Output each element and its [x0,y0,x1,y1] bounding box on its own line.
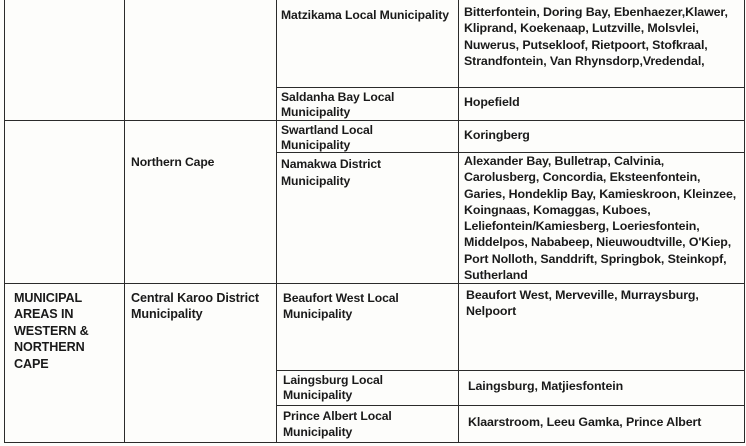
table-border-left [4,0,5,443]
row-divider [4,120,744,121]
district-cell: Central Karoo District Municipality [131,291,259,322]
municipality-cell: Laingsburg Local Municipality [283,373,383,402]
towns-cell: Koringberg [464,128,530,142]
row-divider [276,405,744,406]
towns-cell: Klaarstroom, Leeu Gamka, Prince Albert [468,415,702,429]
towns-cell: Beaufort West, Merveville, Murraysburg, Nelpoort [466,288,699,319]
table-border-bottom [4,442,744,443]
table-border-col2 [276,0,277,443]
municipality-cell: Prince Albert Local Municipality [283,409,392,439]
row-divider [276,370,744,371]
municipality-cell: Namakwa District Municipality [281,157,382,188]
area-heading-cell: MUNICIPAL AREAS IN WESTERN & NORTHERN CAPE [14,291,89,371]
municipality-cell: Matzikama Local Municipality [281,8,449,22]
municipality-cell: Swartland Local Municipality [281,123,373,152]
towns-cell: Hopefield [464,95,520,109]
municipality-cell: Beaufort West Local Municipality [283,291,399,322]
row-divider [276,87,744,88]
table-border-col3 [458,0,459,443]
towns-cell: Laingsburg, Matjiesfontein [468,379,624,393]
towns-cell: Alexander Bay, Bulletrap, Calvinia, Carolusberg, Concordia, Eksteenfontein, Garies, Hondeklip Bay, Kamieskroon, Kleinzee, Koingnaas, Komaggas, Kuboes, Leliefontein/Kamiesberg, Loeriesfontein, Middelpos, Nababeep, Nieuwoudtville, O'Kiep, Port Nolloth, Sanddrift, Springbok, Steinkopf, Sutherland [464,154,737,283]
table-border-col1 [124,0,125,443]
district-cell: Northern Cape [131,155,215,169]
towns-cell: Bitterfontein, Doring Bay, Ebenhaezer,Klawer, Kliprand, Koekenaap, Lutzville, Molsvlei, Nuwerus, Putsekloof, Rietpoort, Stofkraal, Strandfontein, Van Rhynsdorp,Vredendal, [464,5,728,68]
table-border-right [744,0,745,443]
municipality-cell: Saldanha Bay Local Municipality [281,90,395,119]
